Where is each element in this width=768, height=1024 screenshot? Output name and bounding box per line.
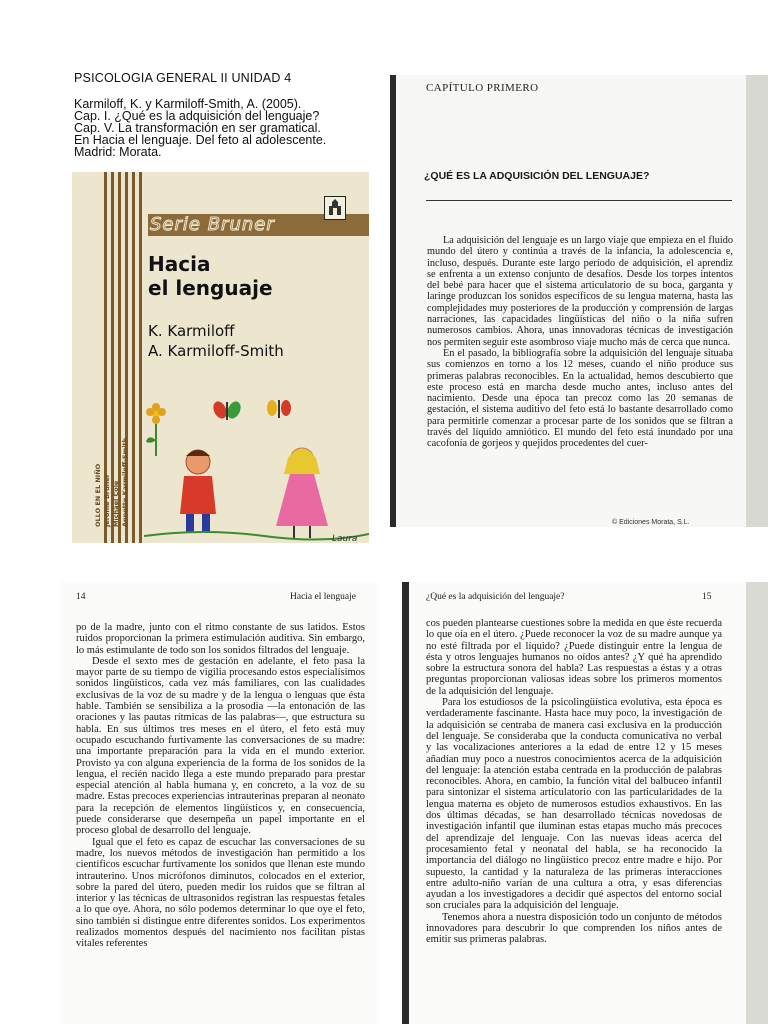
reference-line: En Hacia el lenguaje. Del feto al adolescente. — [74, 133, 327, 147]
cover-series-list — [94, 438, 130, 527]
cover-stripe — [132, 172, 135, 543]
paragraph: Tenemos ahora a nuestra disposición todo un conjunto de métodos innovadores para descubrir lo que comprenden los niños antes de emitir sus primeras palabras. — [426, 911, 722, 946]
chapter-title: ¿QUÉ ES LA ADQUISICIÓN DEL LENGUAJE? — [424, 170, 650, 182]
reference-header — [74, 72, 374, 158]
butterfly-icon — [211, 399, 243, 420]
girl-figure-icon — [276, 448, 328, 538]
book-title-line1: Hacia — [148, 252, 211, 276]
paragraph: cos pueden plantearse cuestiones sobre la medida en que éste recuerda lo que oía en el útero. ¿Puede reconocer la voz de su madre aunque ya no esté filtrada por el líquido? ¿Puede distinguir entre la lengua de ésta y otros lenguajes humanos no oídos antes? ¿Y qué ha aprendido sobre la estructura sonora del habla? Las respuestas a éstas y a otras preguntas proporcionan valiosas ideas sobre los primeros momentos de la adquisición del lenguaje. — [426, 618, 722, 697]
child-drawing-illustration — [144, 396, 369, 543]
book-author-1: K. Karmiloff — [148, 322, 235, 340]
page-body — [427, 235, 733, 450]
reference-line: Cap. V. La transformación en ser gramatical. — [74, 121, 321, 135]
reference-line: Karmiloff, K. y Karmiloff-Smith, A. (2005). — [74, 97, 302, 111]
cover-stripe — [139, 172, 142, 543]
drawing-signature: Laura — [332, 534, 358, 543]
paragraph: Para los estudiosos de la psicolingüística evolutiva, esta época es verdaderamente fascinante. Hasta hace muy poco, la investigación de la adquisición se centraba de manera casi exclusiva en la producción del lenguaje. Se consideraba que la conducta comunicativa no verbal y las vocalizaciones anteriores a la edad de entre 12 y 15 meses añadían muy poco a nuestros conocimientos acerca de la adquisición del lenguaje: la atención estaba centrada en la producción de palabras reconocibles. Ahora, en cambio, la función vital del balbuceo infantil para sintonizar el sistema articulatorio con las particularidades de la lengua materna es objeto de numerosos estudios exhaustivos. En las dos últimas décadas, se han desarrollado técnicas novedosas de investigación infantil que iluminan estas etapas mucho más precoces del aprendizaje del lenguaje. Con las nuevas ideas acerca del procesamiento fetal y neonatal del habla, se ha reconocido la importancia del diálogo no lingüístico precoz entre madre e hijo. Por supuesto, la cantidad y la naturaleza de las primeras interacciones entre adulto-niño varían de una cultura a otra, y esas diferencias ayudan a los investigadores a decidir qué aspectos del entorno social son cruciales para la adquisición del lenguaje. — [426, 697, 722, 912]
page-number: 15 — [702, 592, 712, 602]
book-page-14 — [60, 582, 378, 1024]
boy-figure-icon — [180, 450, 216, 532]
paragraph: po de la madre, junto con el ritmo constante de sus latidos. Estos ruidos proporcionan la primera estimulación auditiva. Sin embargo, lo más estimulante de todo son los sonidos filtrados del lenguaje. — [76, 622, 365, 656]
page-gutter-shadow — [402, 582, 409, 1024]
publisher-footer: © Ediciones Morata, S.L. — [612, 519, 690, 526]
book-title-line2: el lenguaje — [148, 276, 273, 300]
page-number: 14 — [76, 592, 86, 602]
book-cover — [72, 172, 369, 543]
series-name: Serie Bruner — [150, 214, 275, 235]
book-page-15 — [402, 582, 768, 1024]
reference-line: Cap. I. ¿Qué es la adquisición del lenguaje? — [74, 109, 320, 123]
series-list-item: Annette Karmiloff-Smith — [121, 437, 129, 527]
book-page-chapter-start — [390, 75, 768, 527]
page-edge-shadow — [746, 582, 768, 1024]
course-unit-line: PSICOLOGÍA GENERAL II UNIDAD 4 — [74, 72, 292, 85]
running-head: ¿Qué es la adquisición del lenguaje? — [426, 592, 565, 602]
series-list-item: Michael Cole — [112, 480, 120, 527]
paragraph: La adquisición del lenguaje es un largo viaje que empieza en el fluido mundo del útero y continúa a través de la infancia, la adolescencia e, incluso, después. Durante este largo período de adquisición, el aprendiz se enfrenta a un extenso conjunto de desafíos. Desde los torpes intentos del bebé para hacer que el sistema articulatorio de su boca, garganta y laringe produzcan los sonidos específicos de su lengua materna, hasta las complejidades muy posteriores de la producción y comprensión de largas narraciones, las capacidades lingüísticas del niño o la niña sufren numerosos cambios. Ahora, unas innovadoras técnicas de investigación nos permiten seguir este asombroso viaje mucho más de cerca que nunca. — [427, 235, 733, 348]
chapter-label: CAPÍTULO PRIMERO — [426, 82, 539, 94]
paragraph: Desde el sexto mes de gestación en adelante, el feto pasa la mayor parte de su tiempo de vigilia procesando estos especialísimos sonidos lingüísticos, cada vez más familiares, con las cualidades exclusivas de la voz de su madre y de la lengua o lenguas que ésta hable. También se sensibiliza a la prosodia —la entonación de las oraciones y las pautas rítmicas de las palabras—, que estructura su habla. En sus últimos tres meses en el útero, el feto está muy ocupado escuchando furtivamente las conversaciones de su madre: una importante preparación para la vida en el mundo exterior. Provisto ya con alguna experiencia de la forma de los sonidos de la lengua, el recién nacido llega a este mundo preparado para prestar especial atención al habla humana y, en concreto, a la voz de su madre. Estas precoces experiencias intrauterinas preparan al neonato para la recepción de elementos lingüísticos y, en consecuencia, puede considerarse que desempeña un papel importante en el proceso global de desarrollo del lenguaje. — [76, 655, 365, 837]
reference-line: Madrid: Morata. — [74, 145, 162, 158]
butterfly-icon — [267, 400, 291, 418]
page-edge-shadow — [746, 75, 768, 527]
book-author-2: A. Karmiloff-Smith — [148, 342, 284, 360]
series-list-item: OLLO EN EL NIÑO — [94, 463, 102, 527]
running-head: Hacia el lenguaje — [290, 592, 356, 602]
paragraph: Igual que el feto es capaz de escuchar las conversaciones de su madre, los nuevos métodos de investigación han permitido a los científicos escuchar furtivamente los sonidos que llenan este mundo intrauterino. Unos micrófonos diminutos, colocados en el exterior, sobre la pared del útero, pueden medir los ruidos que se filtran al interior y las técnicas de ultrasonidos registran las respuestas fetales a lo que oye. Ahora, no sólo podemos determinar lo que oye el feto, sino también si distingue entre diferentes sonidos. Los experimentos realizados momentos después del nacimiento nos facilitan pistas vitales referentes — [76, 836, 365, 950]
page-body — [426, 618, 722, 946]
publisher-logo-icon — [324, 196, 346, 220]
title-rule — [426, 200, 732, 201]
paragraph: En el pasado, la bibliografía sobre la adquisición del lenguaje situaba sus comienzos en torno a los 12 meses, cuando el niño produce sus primeras palabras reconocibles. En la actualidad, hemos descubierto que este proceso está en marcha desde mucho antes, incluso antes del nacimiento. Desde una época tan precoz como las 20 semanas de gestación, el sistema auditivo del feto está lo bastante desarrollado como para permitirle comenzar a procesar parte de los sonidos que se filtran a través del líquido amniótico. El mundo del feto está inundado por una cacofonía de gorjeos y quejidos procedentes del cuer- — [427, 347, 733, 450]
flower-icon — [146, 403, 166, 456]
series-list-item: Jerome Bruner — [103, 474, 111, 527]
page-body — [76, 622, 365, 950]
page-gutter-shadow — [390, 75, 396, 527]
